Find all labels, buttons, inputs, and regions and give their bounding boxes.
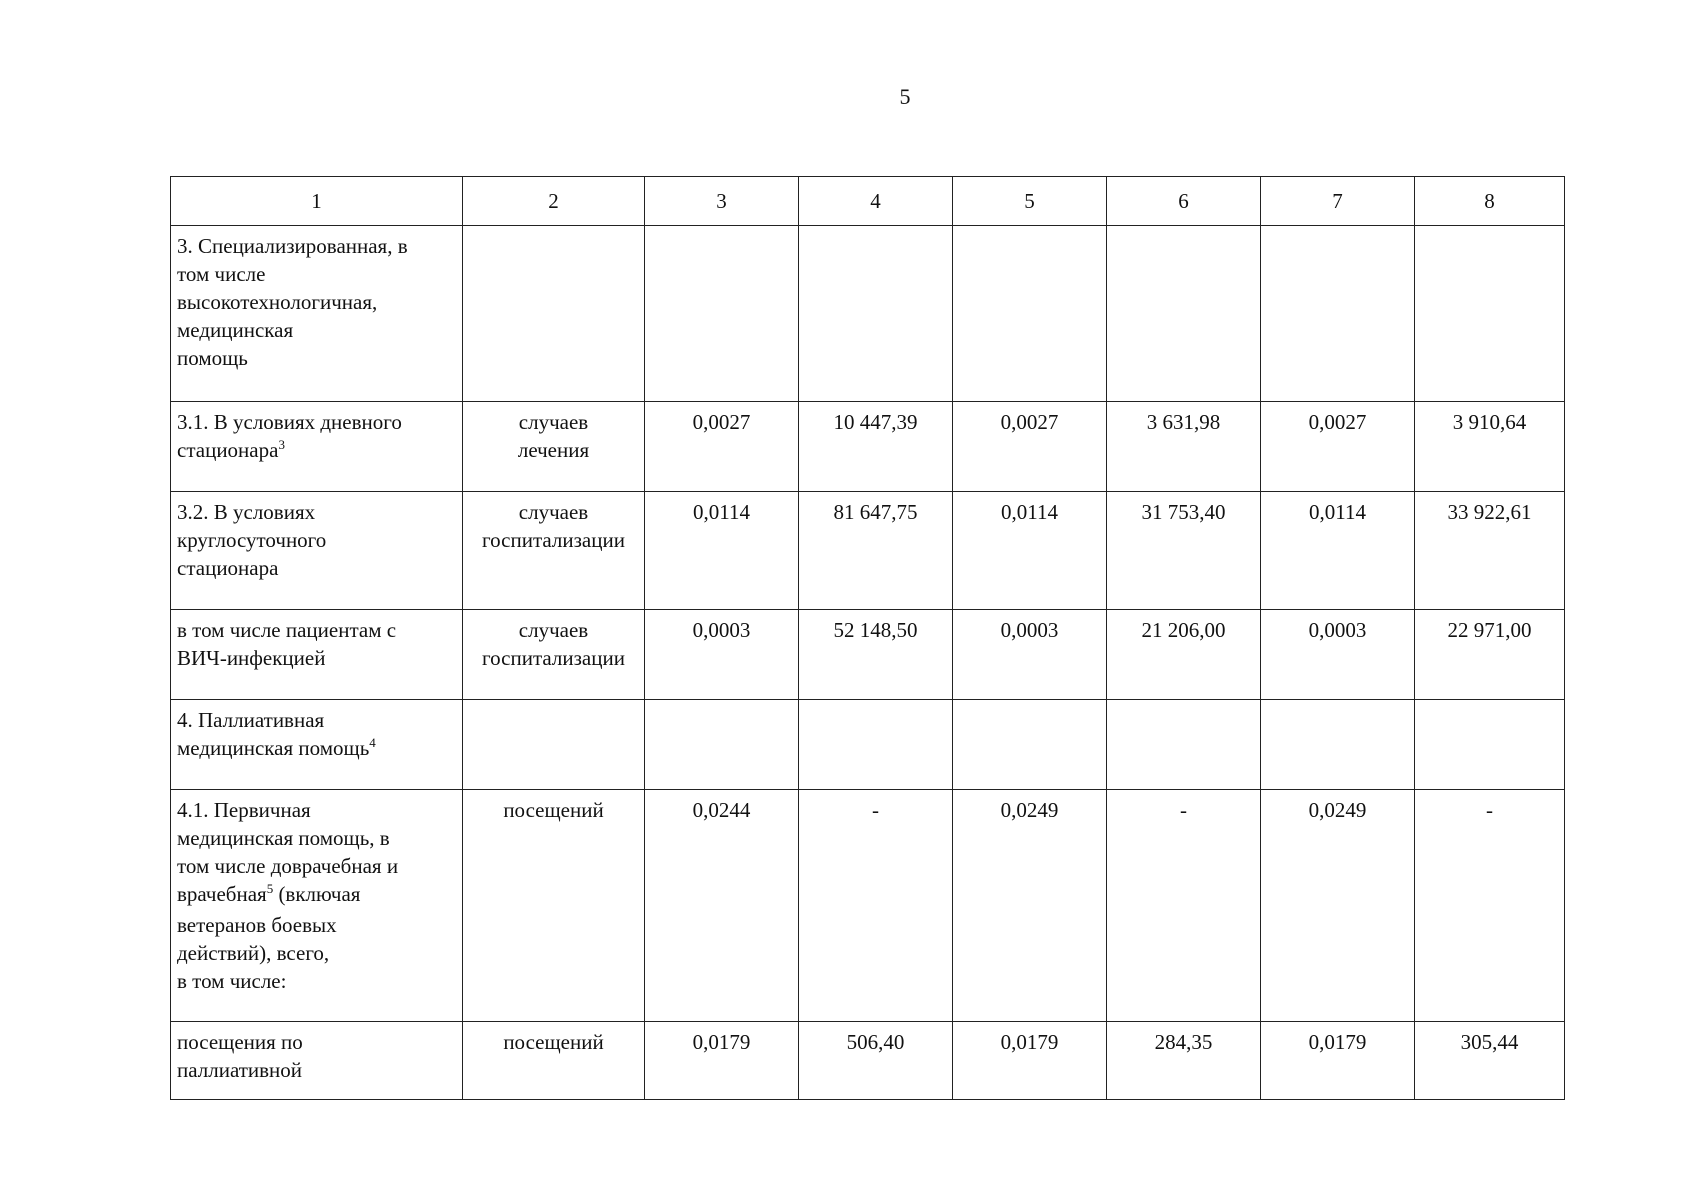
value-cell: 0,0114 [953,492,1107,610]
table-row [171,790,1565,1022]
value-cell: 0,0003 [953,610,1107,700]
value-cell: 21 206,00 [1107,610,1261,700]
row-label: 3.1. В условиях дневного стационара$^3$ [171,402,463,492]
row-label: 3.2. В условиях круглосуточного стационара [171,492,463,610]
value-cell: 3 910,64 [1415,402,1565,492]
value-cell [645,226,799,402]
value-cell: 22 971,00 [1415,610,1565,700]
value-cell: 0,0114 [1261,492,1415,610]
value-cell: 0,0003 [645,610,799,700]
row-label: 4. Паллиативная медицинская помощь$^4$ [171,700,463,790]
value-cell [953,700,1107,790]
footnote-marker: 3 [278,437,285,452]
row-label: 3. Специализированная, в том числе высокотехнологичная, медицинская помощь [171,226,463,402]
value-cell [799,226,953,402]
value-cell: 0,0179 [645,1022,799,1100]
value-cell [1107,226,1261,402]
unit-cell [463,700,645,790]
value-cell: - [799,790,953,1022]
column-header: 3 [645,177,799,226]
value-cell [799,700,953,790]
row-label: в том числе пациентам с ВИЧ-инфекцией [171,610,463,700]
value-cell [1261,226,1415,402]
column-header: 6 [1107,177,1261,226]
table-row [171,610,1565,700]
table-row [171,492,1565,610]
footnote-marker: 5 [266,881,274,896]
value-cell: 10 447,39 [799,402,953,492]
value-cell: - [1107,790,1261,1022]
column-header: 7 [1261,177,1415,226]
value-cell: 0,0027 [953,402,1107,492]
value-cell [1261,700,1415,790]
unit-cell: случаев лечения [463,402,645,492]
value-cell: 305,44 [1415,1022,1565,1100]
column-header: 2 [463,177,645,226]
row-label: 4.1. Первичная медицинская помощь, в том числе доврачебная и врачебная$^5$ (включая ветеранов боевых действий), всего, в том числе: [171,790,463,1022]
value-cell: 0,0249 [953,790,1107,1022]
unit-cell [463,226,645,402]
unit-cell: посещений [463,1022,645,1100]
value-cell: 81 647,75 [799,492,953,610]
value-cell: 506,40 [799,1022,953,1100]
table-header-row [171,177,1565,226]
column-header: 4 [799,177,953,226]
unit-cell: посещений [463,790,645,1022]
value-cell [1107,700,1261,790]
footnote-marker: 4 [369,735,376,750]
value-cell: 0,0179 [1261,1022,1415,1100]
value-cell [645,700,799,790]
table-row [171,402,1565,492]
value-cell: 0,0027 [645,402,799,492]
value-cell: 0,0003 [1261,610,1415,700]
row-label: посещения по паллиативной [171,1022,463,1100]
page-number: 5 [899,84,911,109]
unit-cell: случаев госпитализации [463,610,645,700]
table-row [171,1022,1565,1100]
table-row [171,700,1565,790]
value-cell: 284,35 [1107,1022,1261,1100]
value-cell [953,226,1107,402]
data-table [170,176,1565,1100]
column-header: 5 [953,177,1107,226]
unit-cell: случаев госпитализации [463,492,645,610]
column-header: 8 [1415,177,1565,226]
value-cell: 31 753,40 [1107,492,1261,610]
value-cell [1415,700,1565,790]
value-cell: 0,0244 [645,790,799,1022]
value-cell: 33 922,61 [1415,492,1565,610]
value-cell: - [1415,790,1565,1022]
table-row [171,226,1565,402]
value-cell: 0,0179 [953,1022,1107,1100]
value-cell: 0,0027 [1261,402,1415,492]
value-cell: 0,0249 [1261,790,1415,1022]
value-cell: 3 631,98 [1107,402,1261,492]
value-cell: 0,0114 [645,492,799,610]
column-header: 1 [171,177,463,226]
value-cell: 52 148,50 [799,610,953,700]
value-cell [1415,226,1565,402]
